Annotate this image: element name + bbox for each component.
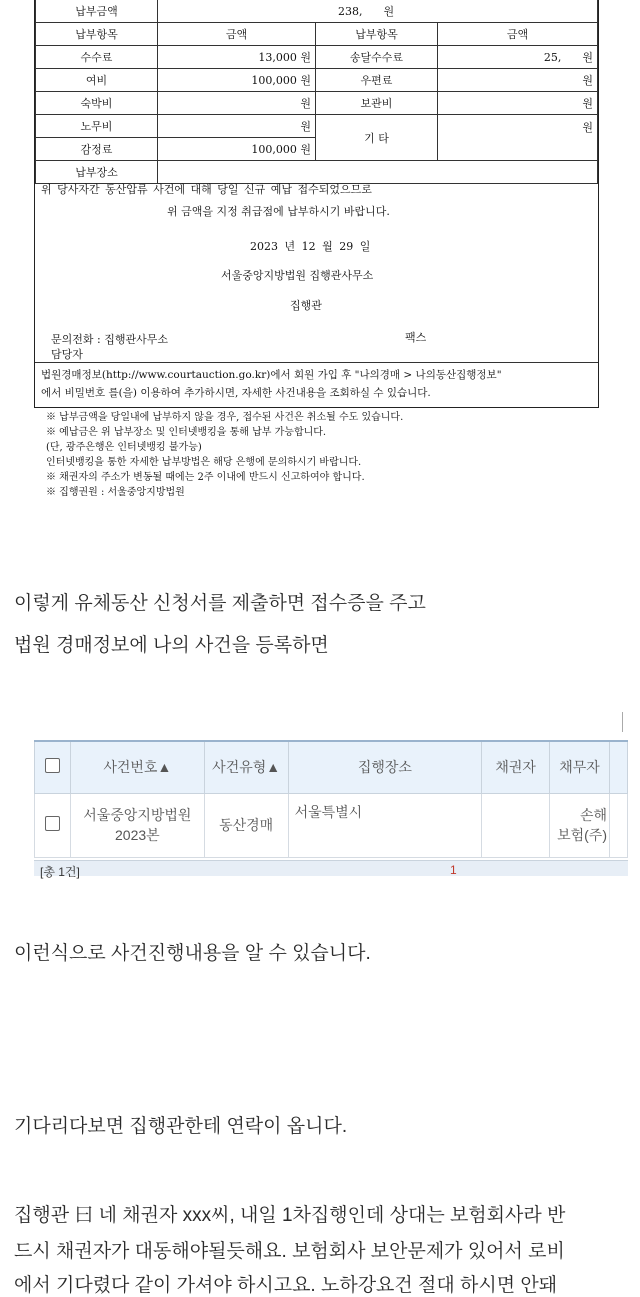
case-type: 동산경매 — [204, 793, 288, 857]
fee-row — [36, 69, 598, 92]
labor-label: 노무비 — [36, 115, 158, 138]
fee-row — [36, 115, 598, 138]
case-court: 서울중앙지방법원 — [83, 807, 192, 823]
delivery-fee-label: 송달수수료 — [316, 46, 438, 69]
article-paragraph: 집행관 曰 네 채권자 xxx씨, 내일 1차집행인데 상대는 보험회사라 반 — [14, 1205, 566, 1226]
case-year: 2023본 — [115, 827, 160, 843]
header-item: 납부항목 — [36, 23, 158, 46]
row-select-cell — [35, 793, 71, 857]
col-extra — [610, 741, 628, 793]
fee-row-header — [36, 23, 598, 46]
fee-row — [36, 92, 598, 115]
select-all-cell — [35, 741, 71, 793]
header-amount-2: 금액 — [438, 23, 598, 46]
notice-office: 서울중앙지방법원 집행관사무소 — [221, 269, 374, 282]
storage-value: 원 — [438, 92, 598, 115]
article-paragraph: 드시 채권자가 대동해야될듯해요. 보험회사 보안문제가 있어서 로비 — [14, 1241, 565, 1262]
footnote: ※ 납부금액을 당일내에 납부하지 않을 경우, 접수된 사건은 취소될 수도 있습니다. — [46, 412, 404, 423]
case-table-summary — [34, 860, 628, 879]
footnote: ※ 예납금은 위 납부장소 및 인터넷뱅킹을 통해 납부 가능합니다. — [46, 427, 327, 438]
article-paragraph: 기다리다보면 집행관한테 연락이 옵니다. — [14, 1116, 348, 1137]
article-paragraph: 법원 경매정보에 나의 사건을 등록하면 — [14, 635, 329, 656]
notice-fax: 팩스 — [405, 331, 427, 344]
case-table — [34, 740, 628, 858]
notice-line-1: 위 당사자간 동산압류 사건에 대해 당일 신규 예납 접수되었으므로 — [41, 183, 372, 196]
col-debtor: 채무자 — [550, 741, 610, 793]
place-value — [158, 161, 598, 184]
receipt-frame — [34, 0, 599, 408]
case-creditor — [482, 793, 550, 857]
storage-label: 보관비 — [316, 92, 438, 115]
lodging-value: 원 — [158, 92, 316, 115]
notice-person: 담당자 — [51, 348, 83, 361]
table-row — [35, 793, 628, 857]
court-info — [41, 366, 502, 402]
total-unit: 원 — [383, 5, 395, 18]
receipt-footnotes — [46, 410, 403, 500]
notice-phone: 문의전화 : 집행관사무소 — [51, 333, 168, 346]
case-debtor-line-1: 손해 — [579, 807, 607, 823]
other-label: 기 타 — [316, 115, 438, 161]
case-place: 서울특별시 — [294, 803, 363, 820]
case-number-link[interactable] — [70, 793, 204, 857]
select-all-checkbox[interactable] — [45, 758, 60, 773]
header-item-2: 납부항목 — [316, 23, 438, 46]
fee-row-place — [36, 161, 598, 184]
labor-value: 원 — [158, 115, 316, 138]
place-label: 납부장소 — [36, 161, 158, 184]
notice-line-2: 위 금액을 지정 취급점에 납부하시기 바랍니다. — [167, 205, 390, 218]
footnote: 인터넷뱅킹을 통한 자세한 납부방법은 해당 은행에 문의하시기 바랍니다. — [46, 457, 362, 468]
fee-row-total — [36, 0, 598, 23]
case-total-count: [총 1건] — [40, 865, 80, 879]
row-checkbox[interactable] — [45, 816, 60, 831]
fee-table — [35, 0, 598, 184]
postage-label: 우편료 — [316, 69, 438, 92]
appraisal-label: 감정료 — [36, 138, 158, 161]
footnote: (단, 광주은행은 인터넷뱅킹 불가능) — [46, 442, 202, 453]
divider — [35, 362, 598, 363]
article-paragraph: 이런식으로 사건진행내용을 알 수 있습니다. — [14, 943, 371, 964]
total-value-cell — [158, 0, 598, 23]
court-info-line-1: 법원경매정보(http://www.courtauction.go.kr)에서 회원 가입 후 "나의경매 > 나의동산집행정보" — [41, 369, 502, 381]
delivery-fee-value: 25, — [543, 51, 562, 64]
case-extra — [610, 793, 628, 857]
article-paragraph: 에서 기다렸다 같이 가셔야 하시고요. 노하강요건 절대 하시면 안돼 — [14, 1275, 558, 1296]
notice-date: 2023 년 12 월 29 일 — [250, 240, 371, 253]
fee-row — [36, 46, 598, 69]
footnote: ※ 채권자의 주소가 변동될 때에는 2주 이내에 반드시 신고하여야 합니다. — [46, 472, 365, 483]
notice-officer: 집행관 — [290, 299, 322, 312]
lodging-label: 숙박비 — [36, 92, 158, 115]
delivery-fee-cell — [438, 46, 598, 69]
header-amount: 금액 — [158, 23, 316, 46]
sort-case-type[interactable]: 사건유형▲ — [204, 741, 288, 793]
footnote: ※ 집행권원 : 서울중앙지방법원 — [46, 487, 185, 498]
appraisal-value: 100,000 원 — [158, 138, 316, 161]
receipt-scan — [0, 0, 640, 516]
col-place: 집행장소 — [288, 741, 482, 793]
travel-label: 여비 — [36, 69, 158, 92]
case-table-panel — [34, 740, 628, 879]
article-paragraph: 이렇게 유체동산 신청서를 제출하면 접수증을 주고 — [14, 593, 426, 614]
other-value: 원 — [438, 115, 598, 161]
travel-value: 100,000 원 — [158, 69, 316, 92]
case-place-cell — [288, 793, 482, 857]
case-debtor-line-2: 보험(주) — [557, 827, 607, 843]
pagination-page[interactable]: 1 — [450, 863, 457, 877]
fee-label: 수수료 — [36, 46, 158, 69]
case-table-header — [35, 741, 628, 793]
total-label: 납부금액 — [36, 0, 158, 23]
delivery-fee-unit: 원 — [582, 51, 593, 64]
postage-value: 원 — [438, 69, 598, 92]
total-value: 238, — [338, 5, 363, 18]
scrollbar-mark — [622, 712, 626, 732]
fee-value: 13,000 원 — [158, 46, 316, 69]
col-creditor: 채권자 — [482, 741, 550, 793]
court-info-line-2: 에서 비밀번호 를(을) 이용하여 추가하시면, 자세한 사건내용을 조회하실 수 있습니다. — [41, 387, 431, 399]
sort-case-number[interactable]: 사건번호▲ — [70, 741, 204, 793]
case-debtor-cell — [550, 793, 610, 857]
